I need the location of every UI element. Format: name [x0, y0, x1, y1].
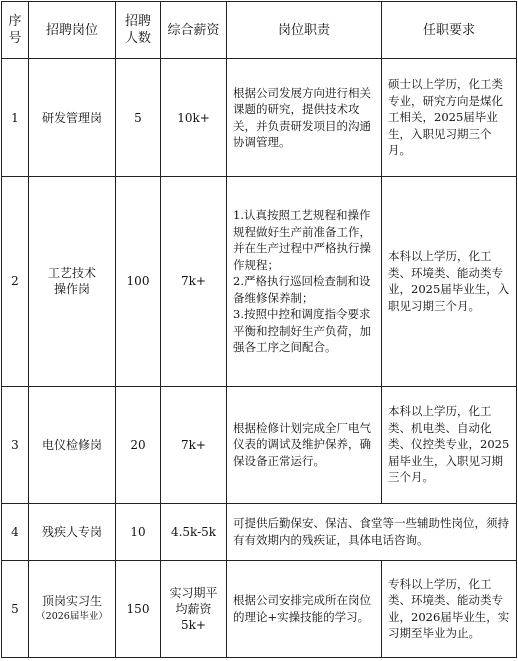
table-row — [2, 59, 517, 177]
row-position-note: （2026届毕业） — [36, 610, 108, 622]
row-count: 5 — [116, 59, 161, 177]
row-no: 4 — [2, 503, 29, 560]
row-position: 工艺技术 操作岗 — [29, 177, 116, 386]
header-row — [2, 2, 517, 59]
row-requirements: 专科以上学历，化工类、环境类、能动类专业，2026届毕业生，实习期至毕业为止。 — [382, 560, 517, 657]
row-position: 电仪检修岗 — [29, 386, 116, 503]
row-duties: 根据公司发展方向进行相关课题的研究，提供技术攻关，并负责研发项目的沟通协调管理。 — [227, 59, 382, 177]
row-salary: 7k+ — [161, 386, 227, 503]
row-no: 1 — [2, 59, 29, 177]
row-requirements: 本科以上学历，化工类、环境类、能动类专业，2025届毕业生，入职见习期三个月。 — [382, 177, 517, 386]
header-salary: 综合薪资 — [161, 2, 227, 59]
table-row — [2, 386, 517, 503]
table-row — [2, 560, 517, 657]
recruitment-table — [1, 1, 517, 658]
row-duties-merged: 可提供后勤保安、保洁、食堂等一些辅助性岗位，须持有有效期内的残疾证，具体电话咨询。 — [227, 503, 517, 560]
header-requirements: 任职要求 — [382, 2, 517, 59]
row-salary: 4.5k-5k — [161, 503, 227, 560]
row-duties: 根据公司安排完成所在岗位的理论+实操技能的学习。 — [227, 560, 382, 657]
header-duties: 岗位职责 — [227, 2, 382, 59]
row-count: 10 — [116, 503, 161, 560]
row-position: 残疾人专岗 — [29, 503, 116, 560]
row-duties: 1.认真按照工艺规程和操作规程做好生产前准备工作，并在生产过程中严格执行操作规程； 2.严格执行巡回检查制和设备维修保养制； 3.按照中控和调度指令要求平衡和控制好生产负荷，加强各工序之间配合。 — [227, 177, 382, 386]
row-count: 100 — [116, 177, 161, 386]
row-position: 顶岗实习生 （2026届毕业） — [29, 560, 116, 657]
row-count: 150 — [116, 560, 161, 657]
row-no: 2 — [2, 177, 29, 386]
row-requirements: 本科以上学历，化工类、机电类、自动化类、仪控类专业，2025届毕业生，入职见习期三个月。 — [382, 386, 517, 503]
row-position: 研发管理岗 — [29, 59, 116, 177]
row-no: 5 — [2, 560, 29, 657]
row-no: 3 — [2, 386, 29, 503]
header-no: 序 号 — [2, 2, 29, 59]
header-count: 招聘 人数 — [116, 2, 161, 59]
row-duties: 根据检修计划完成全厂电气仪表的调试及维护保养，确保设备正常运行。 — [227, 386, 382, 503]
row-salary: 7k+ — [161, 177, 227, 386]
row-salary: 10k+ — [161, 59, 227, 177]
header-position: 招聘岗位 — [29, 2, 116, 59]
row-requirements: 硕士以上学历，化工类专业，研究方向是煤化工相关，2025届毕业生，入职见习期三个月。 — [382, 59, 517, 177]
row-salary: 实习期平 均薪资 5k+ — [161, 560, 227, 657]
table-row — [2, 503, 517, 560]
table-row — [2, 177, 517, 386]
row-count: 20 — [116, 386, 161, 503]
